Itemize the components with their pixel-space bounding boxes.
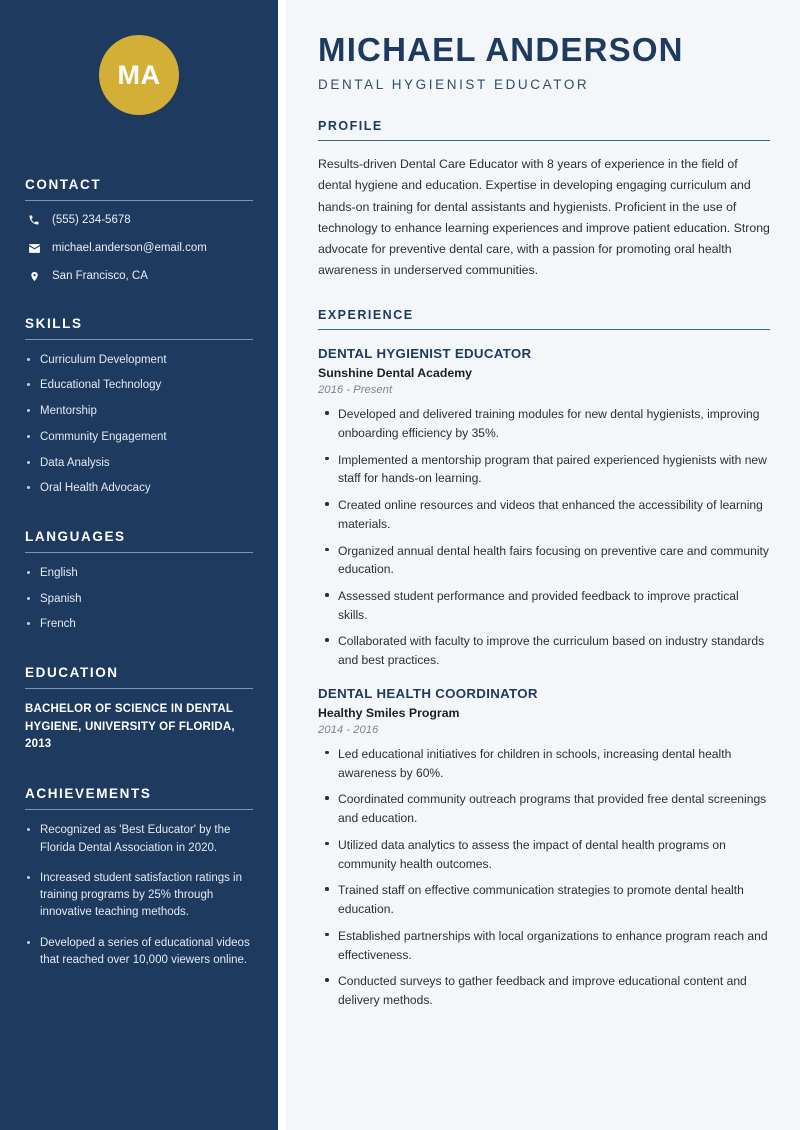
list-item: Developed a series of educational videos that reached over 10,000 viewers online. — [25, 935, 253, 970]
list-item: French — [25, 616, 253, 633]
list-item: Curriculum Development — [25, 352, 253, 369]
contact-row-email[interactable] — [25, 241, 253, 256]
languages-section-title: LANGUAGES — [25, 528, 126, 544]
contact-email-value: michael.anderson@email.com — [52, 241, 207, 254]
achievements-divider — [25, 809, 253, 810]
contact-location-value: San Francisco, CA — [52, 269, 148, 282]
experience-entry — [318, 346, 770, 670]
job-dates: 2014 - 2016 — [318, 723, 379, 736]
contact-phone-value: (555) 234-5678 — [52, 214, 131, 226]
job-company: Sunshine Dental Academy — [318, 366, 472, 381]
avatar-initials: MA — [99, 35, 179, 115]
list-item: Data Analysis — [25, 455, 253, 472]
sidebar — [0, 0, 278, 1130]
skills-section-title: SKILLS — [25, 315, 83, 331]
list-item: Implemented a mentorship program that paired experienced hygienists with new staff for hands-on learning. — [318, 451, 770, 488]
job-company: Healthy Smiles Program — [318, 705, 460, 720]
page-title: MICHAEL ANDERSON — [318, 31, 684, 68]
achievements-section-title: ACHIEVEMENTS — [25, 786, 152, 802]
achievements-list — [25, 822, 253, 969]
skills-list — [25, 352, 253, 497]
profile-section-title: PROFILE — [318, 119, 383, 134]
contact-section — [25, 177, 253, 284]
list-item: Developed and delivered training modules for new dental hygienists, improving onboarding efficiency by 35%. — [318, 405, 770, 442]
sidebar-main-divider — [278, 0, 286, 1130]
list-item: Conducted surveys to gather feedback and improve educational content and delivery methods. — [318, 972, 770, 1009]
list-item: Organized annual dental health fairs focusing on preventive care and community education. — [318, 542, 770, 579]
education-divider — [25, 688, 253, 689]
job-role-subtitle: DENTAL HYGIENIST EDUCATOR — [318, 77, 590, 93]
languages-list — [25, 565, 253, 633]
education-entry: BACHELOR OF SCIENCE IN DENTAL HYGIENE, UNIVERSITY OF FLORIDA, 2013 — [25, 702, 235, 751]
languages-section — [25, 529, 253, 633]
experience-section — [318, 308, 770, 1010]
list-item: Community Engagement — [25, 429, 253, 446]
profile-divider — [318, 140, 770, 141]
profile-text: Results-driven Dental Care Educator with 8 years of experience in the field of dental hygiene and education. Expertise in developing engaging curriculum and hands-on training for dental assistants and hygienists. Proficient in the use of technology to enhance learning experiences and improve patient education. Strong advocate for preventive dental care, with a passion for promoting oral health awareness in underserved communities. — [318, 157, 770, 277]
list-item: Spanish — [25, 591, 253, 608]
experience-section-title: EXPERIENCE — [318, 308, 414, 323]
list-item: Led educational initiatives for children in schools, increasing dental health awareness by 60%. — [318, 745, 770, 782]
education-section — [25, 665, 253, 754]
job-dates: 2016 - Present — [318, 384, 393, 397]
list-item: Assessed student performance and provided feedback to improve practical skills. — [318, 587, 770, 624]
job-title: DENTAL HYGIENIST EDUCATOR — [318, 346, 532, 362]
list-item: Collaborated with faculty to improve the curriculum based on industry standards and best practices. — [318, 632, 770, 669]
experience-entry — [318, 686, 770, 1010]
list-item: Increased student satisfaction ratings in training programs by 25% through innovative teaching methods. — [25, 870, 253, 922]
list-item: Utilized data analytics to assess the impact of dental health programs on community health outcomes. — [318, 836, 770, 873]
job-title: DENTAL HEALTH COORDINATOR — [318, 685, 538, 701]
contact-section-title: CONTACT — [25, 177, 102, 192]
list-item: Coordinated community outreach programs that provided free dental screenings and education. — [318, 790, 770, 827]
education-section-title: EDUCATION — [25, 664, 119, 680]
job-bullet-list — [318, 405, 770, 670]
list-item: Mentorship — [25, 403, 253, 420]
list-item: Educational Technology — [25, 377, 253, 394]
languages-divider — [25, 552, 253, 553]
list-item: Oral Health Advocacy — [25, 480, 253, 497]
phone-icon — [25, 214, 43, 226]
main-content — [286, 0, 800, 1130]
skills-section — [25, 316, 253, 497]
avatar-container — [25, 35, 253, 115]
profile-section — [318, 119, 770, 281]
skills-divider — [25, 339, 253, 340]
contact-divider — [25, 200, 253, 201]
list-item: Recognized as 'Best Educator' by the Florida Dental Association in 2020. — [25, 822, 253, 857]
list-item: Established partnerships with local organizations to enhance program reach and effectiveness. — [318, 927, 770, 964]
job-bullet-list — [318, 745, 770, 1010]
envelope-icon — [25, 242, 43, 255]
achievements-section — [25, 786, 253, 969]
contact-row-phone[interactable] — [25, 213, 253, 228]
experience-divider — [318, 329, 770, 330]
location-pin-icon — [25, 270, 43, 283]
contact-row-location[interactable] — [25, 269, 253, 284]
list-item: Created online resources and videos that enhanced the accessibility of learning materials. — [318, 496, 770, 533]
list-item: English — [25, 565, 253, 582]
list-item: Trained staff on effective communication strategies to promote dental health education. — [318, 881, 770, 918]
